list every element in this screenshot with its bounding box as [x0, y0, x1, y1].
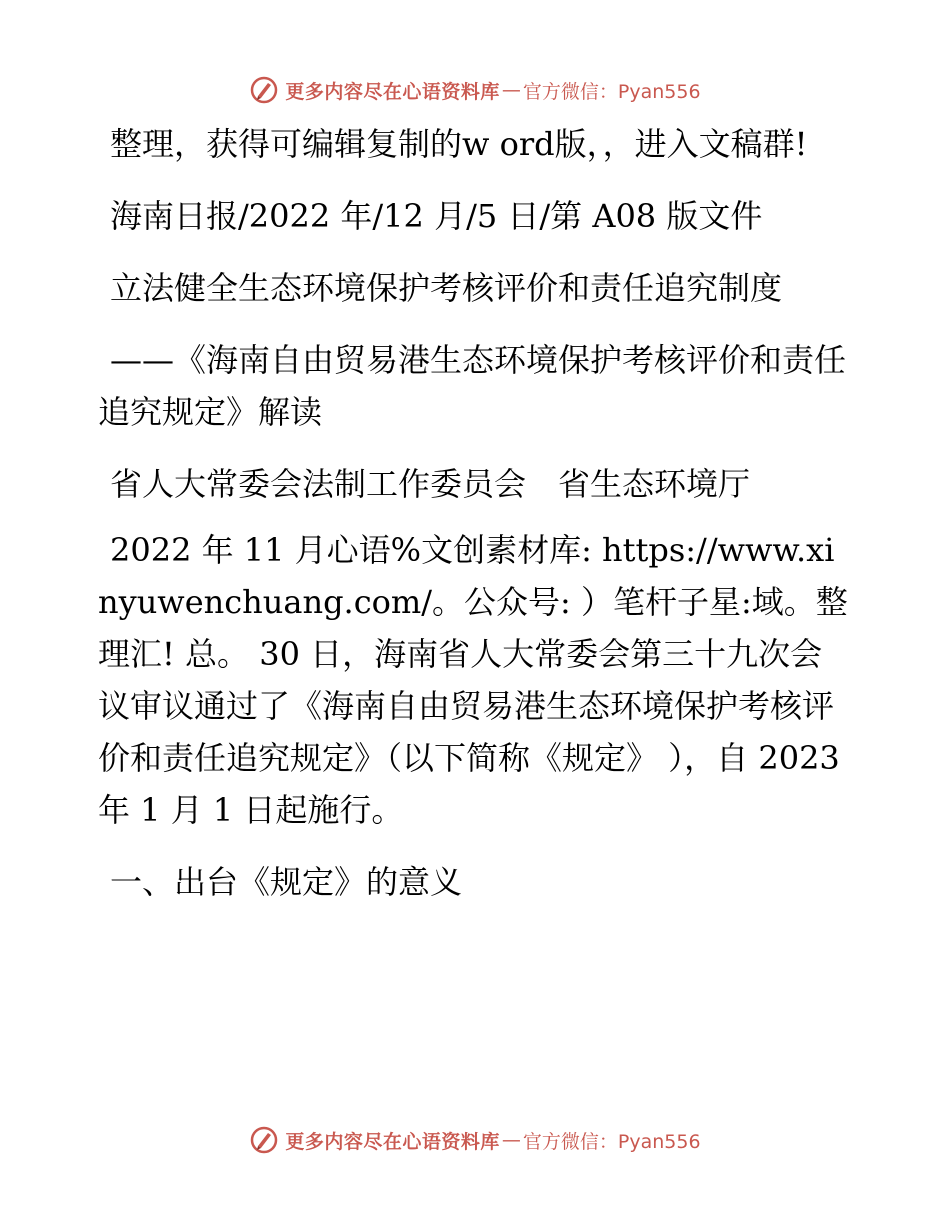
pen-circle-logo-icon [249, 75, 279, 105]
banner-wechat-text: 官方微信：Pyan556 [522, 80, 701, 103]
body-paragraph: 2022 年 11 月心语%文创素材库: https://www.xinyuwenchuang.com/。公众号: ）笔杆子星:域。整理汇! 总。 30 日，海南省人大常委会第三十九次会议审议通过了《海南自由贸易港生态环境保护考核评价和责任追究规定》（以下简称《规定》 ），自 2023 年 1 月 1 日起施行。 [98, 531, 850, 829]
article-title: 立法健全生态环境保护考核评价和责任追究制度 [110, 269, 783, 307]
banner-main-text: 更多内容尽在心语资料库 [285, 80, 500, 103]
article-authors: 省人大常委会法制工作委员会 省生态环境厅 [110, 465, 751, 503]
banner-separator: — [501, 79, 521, 101]
banner-main-text: 更多内容尽在心语资料库 [285, 1130, 500, 1153]
section-heading: 一、出台《规定》的意义 [110, 863, 463, 901]
header-banner [0, 72, 950, 108]
source-line: 海南日报/2022 年/12 月/5 日/第 A08 版文件 [110, 197, 763, 235]
pen-circle-logo-icon [249, 1125, 279, 1155]
footer-banner [0, 1122, 950, 1158]
intro-paragraph: 整理，获得可编辑复制的w ord版，，进入文稿群! [110, 125, 808, 163]
banner-separator: — [501, 1129, 521, 1151]
banner-wechat-text: 官方微信：Pyan556 [522, 1130, 701, 1153]
article-subtitle: ——《海南自由贸易港生态环境保护考核评价和责任追究规定》解读 [98, 341, 847, 431]
document-body [98, 118, 850, 908]
